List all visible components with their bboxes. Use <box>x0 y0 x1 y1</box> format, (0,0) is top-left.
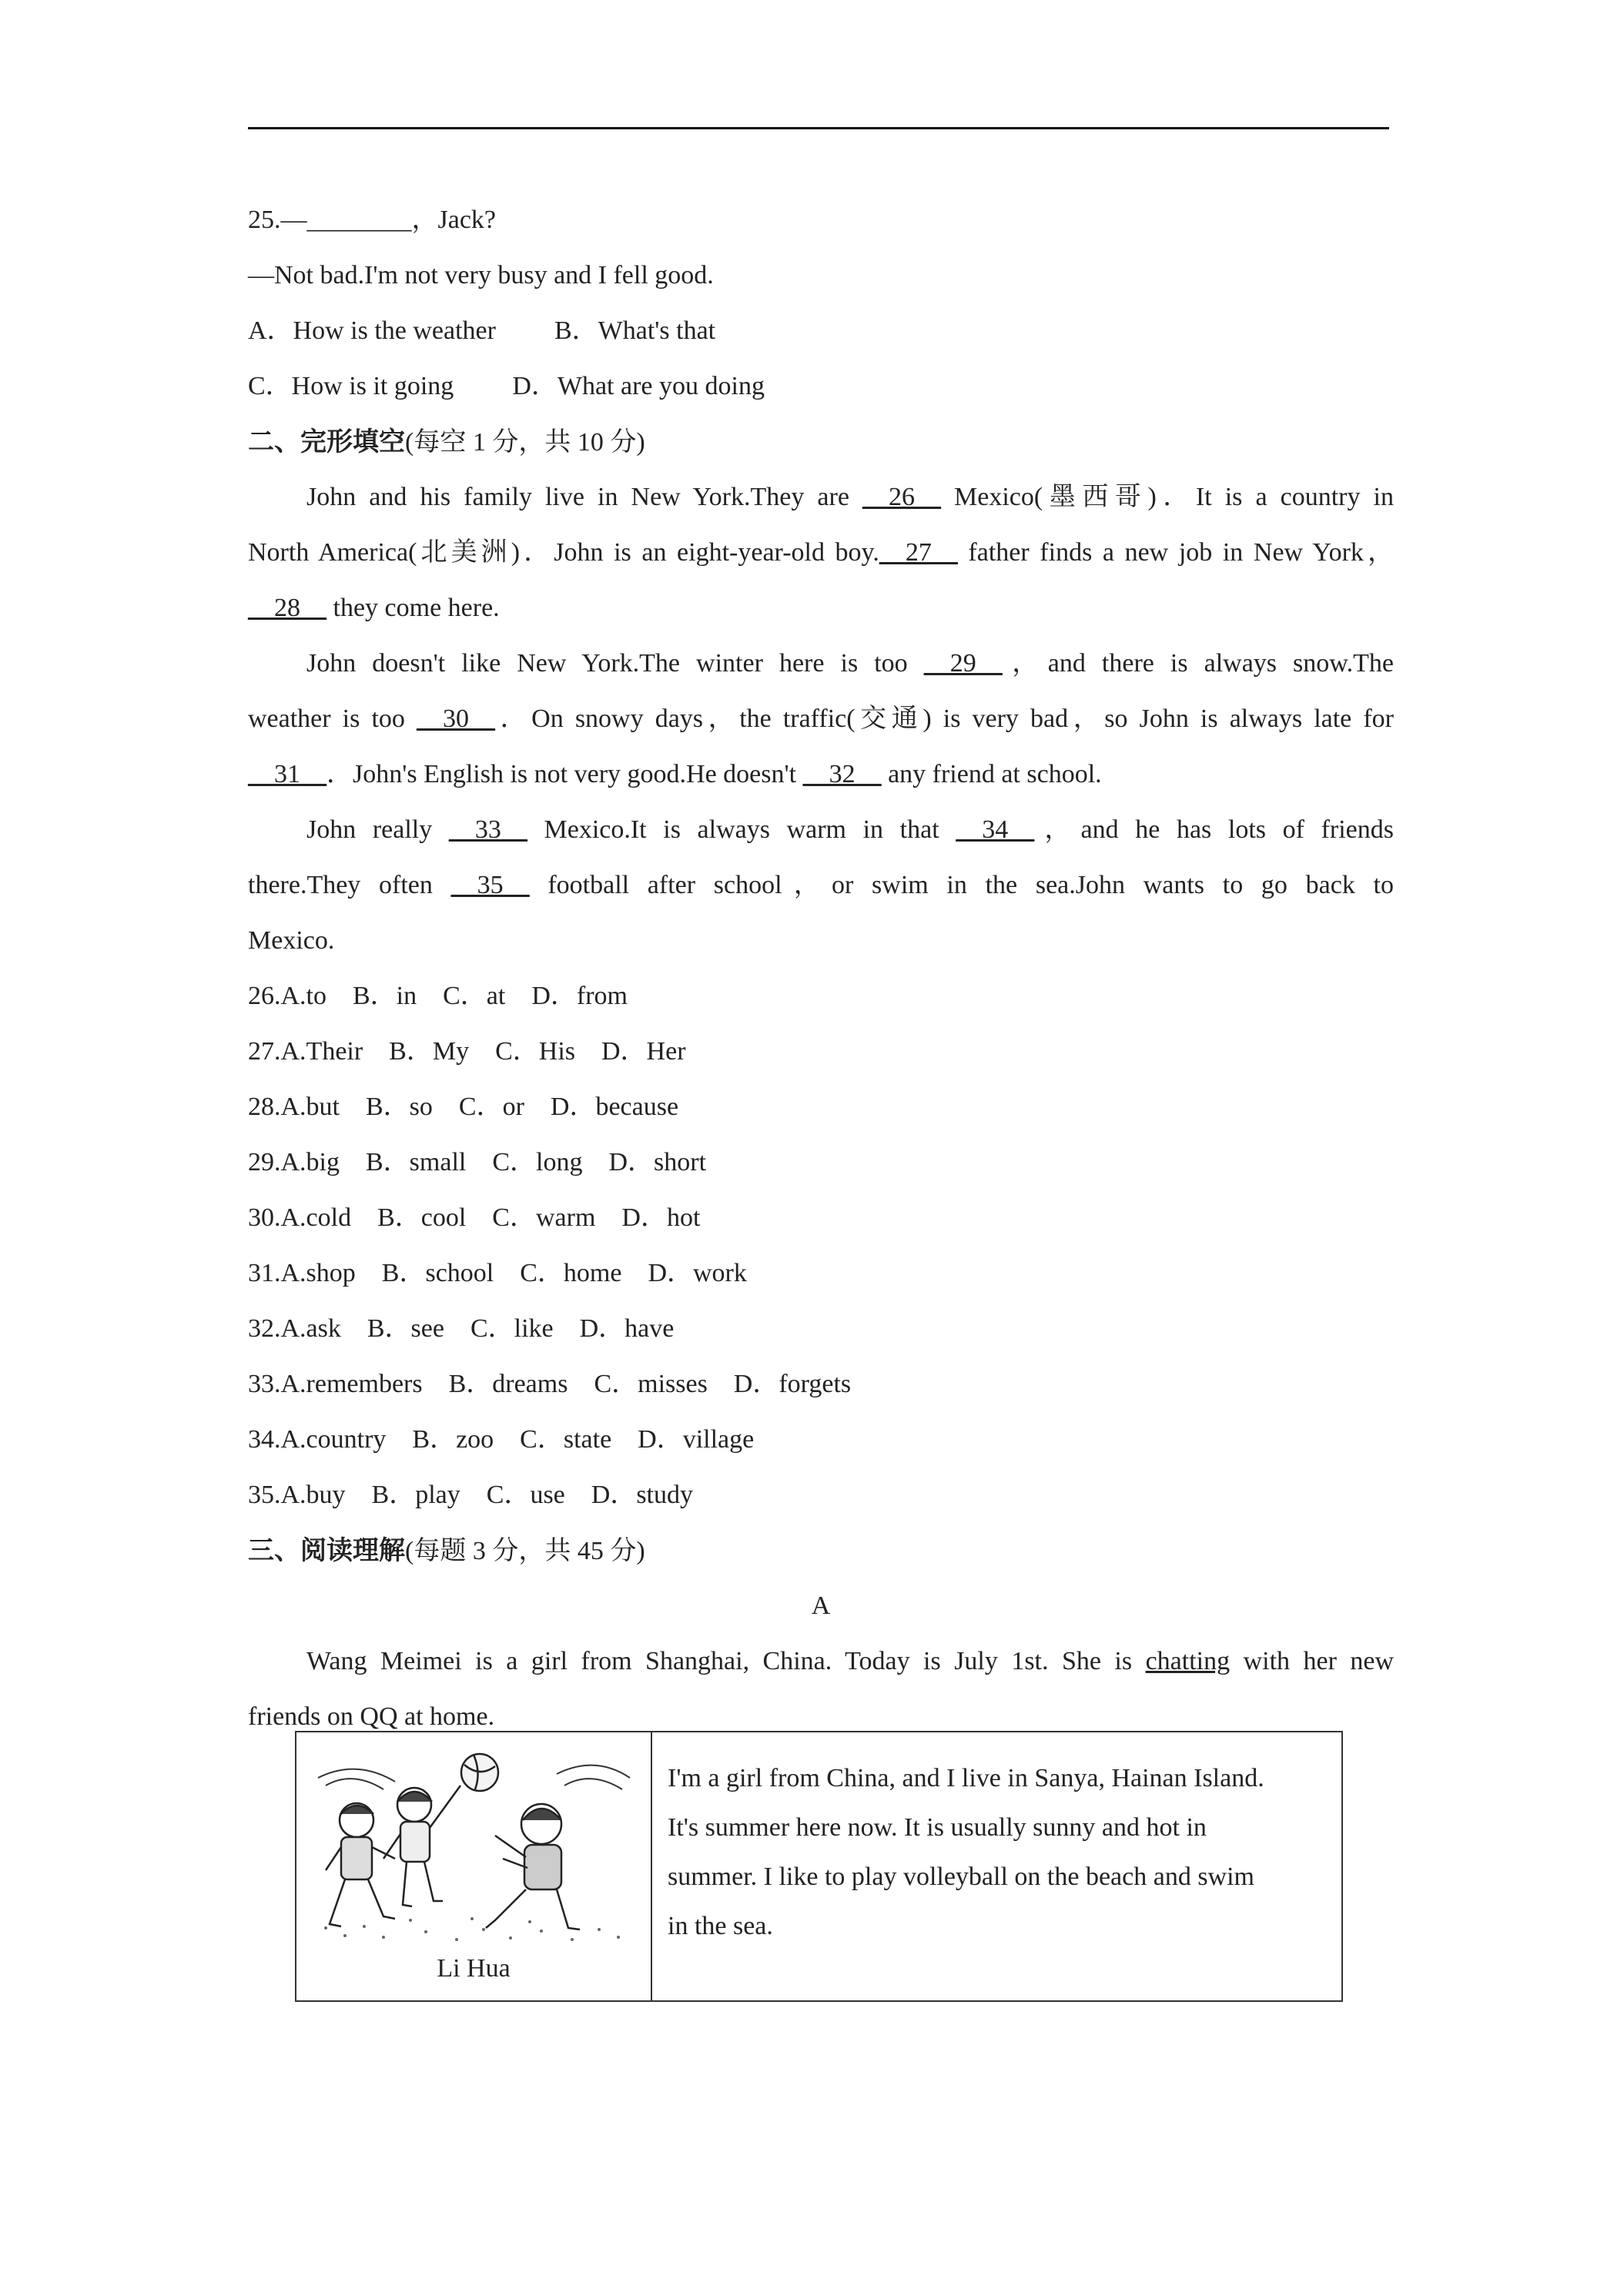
blank-26: __26__ <box>862 483 941 511</box>
profile-text-cell <box>652 1732 1341 2000</box>
cloze-text: Mexico.It is always warm in that <box>527 815 956 844</box>
cloze-text: ．John's English is not very good.He doesn't <box>326 760 803 788</box>
blank-32: __32__ <box>802 760 882 788</box>
profile-table <box>295 1731 1343 2002</box>
exam-content <box>248 192 1394 1745</box>
blank-35: __35__ <box>450 871 530 899</box>
cloze-text: John doesn't like New York.The winter here is too <box>306 649 924 678</box>
blank-29: __29__ <box>923 649 1003 678</box>
cloze-text: John and his family live in New York.They are <box>306 483 862 511</box>
q25-option-a: A．How is the weather <box>248 316 496 345</box>
cloze-text: football after school，or swim in the sea.John wants to go back to <box>529 871 1394 899</box>
q25-reply: —Not bad.I'm not very busy and I fell good. <box>248 261 714 290</box>
cloze-option-row: 27.A.Their B．My C．His D．Her <box>248 1037 686 1066</box>
cloze-text: there.They often <box>248 871 451 899</box>
q25-options-cd <box>248 359 1394 414</box>
q25-stem: 25.—________，Jack? <box>248 206 497 234</box>
passage-a-label: A <box>811 1591 831 1620</box>
cloze-text: any friend at school. <box>881 760 1102 788</box>
cloze-text: father finds a new job in New York， <box>957 538 1394 567</box>
reading-intro-line <box>248 1634 1394 1689</box>
reading-text: with her new <box>1230 1647 1394 1675</box>
chatting-word: chatting <box>1145 1647 1231 1675</box>
blank-33: __33__ <box>448 815 527 844</box>
cloze-line <box>248 913 1394 969</box>
header-rule <box>248 127 1389 129</box>
cloze-text: weather is too <box>248 705 417 733</box>
profile-line: summer. I like to play volleyball on the beach and swim <box>668 1863 1254 1891</box>
profile-caption: Li Hua <box>437 1954 511 1983</box>
cloze-text: ，and he has lots of friends <box>1034 815 1394 844</box>
blank-28: __28__ <box>248 594 326 622</box>
reading-intro-line: friends on QQ at home. <box>248 1702 495 1731</box>
kids-volleyball-illustration <box>310 1743 634 1947</box>
cloze-option-row: 31.A.shop B．school C．home D．work <box>248 1259 747 1287</box>
section2-score: (每空 1 分，共 10 分) <box>405 428 645 457</box>
cloze-text: ，and there is always snow.The <box>1002 649 1394 678</box>
reading-text: Wang Meimei is a girl from Shanghai, China. Today is July 1st. She is <box>306 1647 1146 1675</box>
cloze-line <box>248 691 1394 747</box>
cloze-option-row: 26.A.to B．in C．at D．from <box>248 982 628 1010</box>
profile-line: in the sea. <box>668 1912 773 1940</box>
cloze-text: Mexico. <box>248 926 335 955</box>
cloze-text: ．On snowy days，the traffic(交通) is very bad，so John is always late for <box>495 705 1395 733</box>
q25-option-d: D．What are you doing <box>512 372 765 400</box>
q25-option-c: C．How is it going <box>248 372 454 400</box>
profile-line: I'm a girl from China, and I live in Sanya, Hainan Island. <box>668 1764 1264 1792</box>
cloze-option-row: 32.A.ask B．see C．like D．have <box>248 1314 675 1343</box>
cloze-text: they come here. <box>326 594 500 622</box>
cloze-option-row: 34.A.country B．zoo C．state D．village <box>248 1425 755 1454</box>
blank-31: __31__ <box>248 760 326 788</box>
section3-title: 三、阅读理解 <box>248 1535 405 1566</box>
blank-34: __34__ <box>956 815 1035 844</box>
cloze-line <box>248 470 1394 525</box>
blank-27: __27__ <box>879 538 958 567</box>
cloze-option-row: 29.A.big B．small C．long D．short <box>248 1148 707 1176</box>
q25-option-b: B．What's that <box>554 316 716 345</box>
cloze-text: North America(北美洲)．John is an eight-year-old boy. <box>248 538 879 567</box>
cloze-option-row: 33.A.remembers B．dreams C．misses D．forgets <box>248 1370 852 1398</box>
cloze-text: John really <box>306 815 449 844</box>
cloze-text: Mexico(墨西哥)．It is a country in <box>940 483 1394 511</box>
section3-score: (每题 3 分，共 45 分) <box>405 1537 645 1565</box>
section2-title: 二、完形填空 <box>248 427 405 457</box>
section2-heading <box>248 414 1394 470</box>
cloze-line <box>248 858 1394 913</box>
q25-options-ab <box>248 303 1394 359</box>
cloze-option-row: 35.A.buy B．play C．use D．study <box>248 1481 693 1509</box>
cloze-line <box>248 747 1394 802</box>
profile-line: It's summer here now. It is usually sunny and hot in <box>668 1813 1207 1842</box>
profile-image-cell <box>296 1732 652 2000</box>
cloze-line <box>248 636 1394 691</box>
section3-heading <box>248 1523 1394 1578</box>
cloze-option-row: 28.A.but B．so C．or D．because <box>248 1093 679 1121</box>
cloze-option-row: 30.A.cold B．cool C．warm D．hot <box>248 1203 701 1232</box>
cloze-line <box>248 581 1394 636</box>
blank-30: __30__ <box>417 705 495 733</box>
cloze-line <box>248 525 1394 581</box>
cloze-line <box>248 802 1394 858</box>
